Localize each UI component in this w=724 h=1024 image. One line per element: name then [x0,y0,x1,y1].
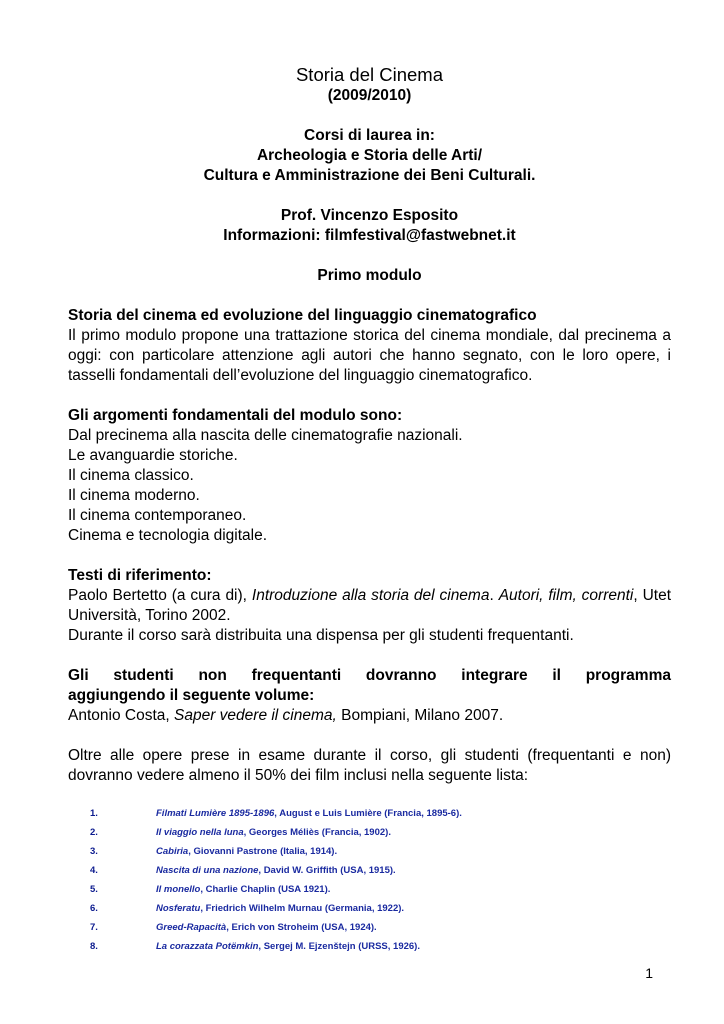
film-item: 7. Greed-Rapacità, Erich von Stroheim (USA, 1924). [90,922,377,933]
page-title: Storia del Cinema [295,64,444,85]
module-title: Primo modulo [317,267,422,284]
topic-item: Dal precinema alla nascita delle cinematografie nazionali. [68,427,463,444]
film-item: 8. La corazzata Potëmkin, Sergej M. Ejzenštejn (URSS, 1926). [90,941,420,952]
dispensa-note: Durante il corso sarà distribuita una dispensa per gli studenti frequentanti. [68,627,574,644]
page-number: 1 [645,965,653,981]
section-film-intro [68,746,671,786]
section-heading: Gli argomenti fondamentali del modulo sono: [68,407,403,424]
film-item: 1. Filmati Lumière 1895-1896, August e Luis Lumière (Francia, 1895-6). [90,808,462,819]
film-item: 4. Nascita di una nazione, David W. Griffith (USA, 1915). [90,865,396,876]
academic-year: (2009/2010) [327,87,412,104]
section-references [68,566,671,646]
section-heading: Gli studenti non frequentanti dovranno integrare il programma [68,667,671,684]
topic-item: Il cinema classico. [68,467,194,484]
professor: Prof. Vincenzo Esposito [280,207,459,224]
section-body: Il primo modulo propone una trattazione storica del cinema mondiale, dal precinema a oggi: con particolare attenzione agli autori che hanno segnato, con le loro opere, i tasselli fondamentali dell’evoluzione del linguaggio cinematografico. [68,327,671,384]
topic-item: Il cinema contemporaneo. [68,507,247,524]
section-topics [68,406,671,546]
section-heading-cont: aggiungendo il seguente volume: [68,687,315,704]
film-item: 2. Il viaggio nella luna, Georges Méliès (Francia, 1902). [90,827,391,838]
reference-text: Paolo Bertetto (a cura di), Introduzione alla storia del cinema. Autori, film, correnti, Utet Università, Torino 2002. [68,587,672,624]
section-non-attending [68,666,671,726]
document-page [68,64,671,786]
topic-item: Il cinema moderno. [68,487,200,504]
topic-item: Le avanguardie storiche. [68,447,238,464]
required-book: Antonio Costa, Saper vedere il cinema, Bompiani, Milano 2007. [68,707,504,724]
film-item: 6. Nosferatu, Friedrich Wilhelm Murnau (Germania, 1922). [90,903,405,914]
film-list [68,804,628,956]
film-item: 5. Il monello, Charlie Chaplin (USA 1921). [90,884,331,895]
section-history [68,306,671,386]
film-item: 3. Cabiria, Giovanni Pastrone (Italia, 1914). [90,846,338,857]
header [68,64,671,286]
contact-info: Informazioni: filmfestival@fastwebnet.it [223,227,516,244]
topic-item: Cinema e tecnologia digitale. [68,527,268,544]
film-list-intro: Oltre alle opere prese in esame durante il corso, gli studenti (frequentanti e non) dovranno vedere almeno il 50% dei film inclusi nella seguente lista: [68,747,671,784]
course-2: Cultura e Amministrazione dei Beni Culturali. [203,167,536,184]
course-1: Archeologia e Storia delle Arti/ [256,147,483,164]
section-heading: Storia del cinema ed evoluzione del linguaggio cinematografico [68,307,537,324]
courses-intro: Corsi di laurea in: [304,127,435,144]
section-heading: Testi di riferimento: [68,567,212,584]
